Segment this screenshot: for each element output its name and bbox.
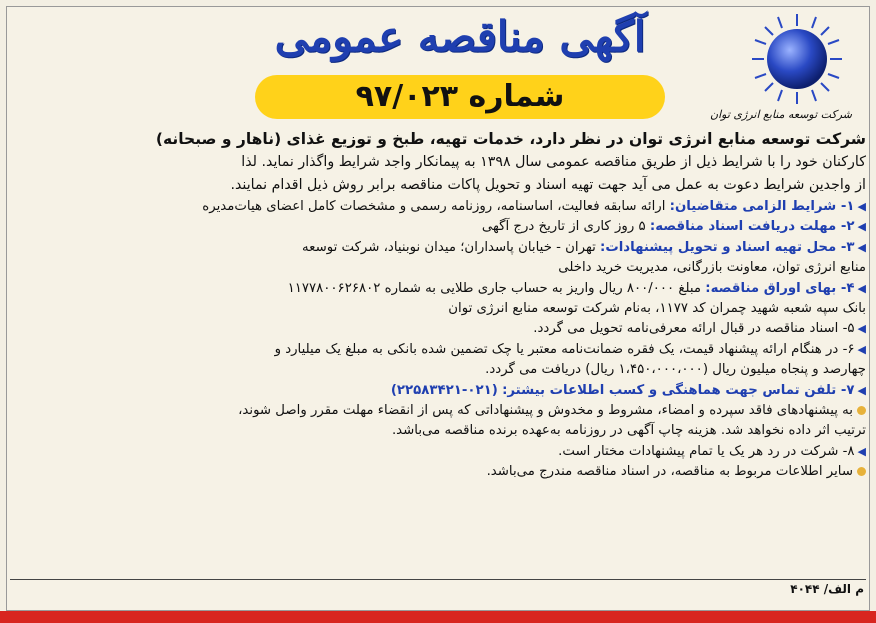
dot-bullet-icon: [857, 467, 866, 476]
company-logo: [710, 12, 852, 127]
note-2: [10, 442, 866, 462]
bottom-color-bar: [0, 611, 876, 623]
ad-title: آگهی مناقصه عمومی: [274, 12, 646, 61]
intro-line-2: کارکنان خود را با شرایط ذیل از طریق مناقصه عمومی سال ۱۳۹۸ به پیمانکار واجد شرایط واگذار نماید. لذا: [241, 154, 866, 170]
logo-caption: شرکت توسعه منابع انرژی توان: [710, 108, 852, 121]
note-3-text: سایر اطلاعات مربوط به مناقصه، در اسناد مناقصه مندرج می‌باشد.: [486, 464, 853, 480]
item-7-label: ۷- تلفن تماس جهت هماهنگی و کسب اطلاعات بیشتر:: [502, 382, 855, 398]
item-6-text: ۶- در هنگام ارائه پیشنهاد قیمت، یک فقره ضمانت‌نامه معتبر یا چک تضمین شده بانکی به مبلغ یک میلیارد و: [274, 341, 855, 357]
note-1-text: به پیشنهادهای فاقد سپرده و امضاء، مشروط و مخدوش و پیشنهاداتی که پس از انقضاء مهلت مقرر واصل شوند،: [238, 403, 853, 419]
item-1-label: ۱- شرایط الزامی متقاضیان:: [669, 199, 855, 214]
note-1-cont: ترتیب اثر داده نخواهد شد. هزینه چاپ آگهی در روزنامه به‌عهده برنده مناقصه می‌باشد.: [391, 423, 866, 439]
ad-body: [10, 128, 866, 580]
item-3: [10, 238, 866, 258]
item-4: [10, 279, 866, 299]
item-3-cont: منابع انرژی توان، معاونت بازرگانی، مدیریت خرید داخلی: [558, 260, 866, 276]
note-1: [10, 401, 866, 421]
item-4-cont: بانک سپه شعبه شهید چمران کد ۱۱۷۷، به‌نام شرکت توسعه منابع انرژی توان: [448, 301, 866, 317]
item-3-label: ۳- محل تهیه اسناد و تحویل پیشنهادات:: [600, 239, 855, 255]
item-5-text: ۵- اسناد مناقصه در قبال ارائه معرفی‌نامه تحویل می گردد.: [533, 321, 855, 337]
item-2: [10, 217, 866, 237]
triangle-bullet-icon: ◀: [857, 444, 866, 458]
item-4-text: مبلغ ۸۰۰/۰۰۰ ریال واریز به حساب جاری طلایی به شماره ۱۱۷۷۸۰۰۶۲۶۸۰۲: [287, 280, 702, 296]
item-3-text: تهران - خیابان پاسداران؛ میدان نوبنیاد، شرکت توسعه: [302, 239, 596, 255]
item-6-cont: چهارصد و پنجاه میلیون ریال (۱،۴۵۰،۰۰۰،۰۰۰ ریال) دریافت می گردد.: [485, 362, 866, 378]
item-2-label: ۲- مهلت دریافت اسناد مناقصه:: [649, 219, 855, 235]
item-7-phone: (۰۲۱-۲۲۵۸۳۴۲۱): [390, 382, 498, 398]
triangle-bullet-icon: ◀: [857, 322, 866, 336]
triangle-bullet-icon: ◀: [857, 342, 866, 356]
item-5: [10, 319, 866, 339]
triangle-bullet-icon: ◀: [857, 200, 866, 213]
triangle-bullet-icon: ◀: [857, 281, 866, 295]
triangle-bullet-icon: ◀: [857, 220, 866, 234]
dot-bullet-icon: [857, 406, 866, 415]
globe-logo-icon: [750, 12, 844, 106]
ad-code: م الف/ ۴۰۴۴: [790, 582, 864, 596]
item-7: [10, 381, 866, 401]
note-3: [10, 462, 866, 482]
tender-number-banner: شماره ۹۷/۰۲۳: [255, 75, 665, 119]
triangle-bullet-icon: ◀: [857, 383, 866, 397]
item-2-text: ۵ روز کاری از تاریخ درج آگهی: [481, 219, 646, 235]
item-1: [10, 197, 866, 217]
item-6: [10, 340, 866, 360]
item-4-label: ۴- بهای اوراق مناقصه:: [705, 280, 855, 296]
intro-line-1: شرکت توسعه منابع انرژی توان در نظر دارد، خدمات تهیه، طبخ و توزیع غذای (ناهار و صبحانه): [155, 130, 866, 148]
footer-divider: [10, 579, 866, 580]
triangle-bullet-icon: ◀: [857, 240, 866, 254]
item-1-text: ارائه سابقه فعالیت، اساسنامه، روزنامه رسمی و مشخصات کامل اعضای هیات‌مدیره: [202, 199, 666, 214]
note-2-text: ۸- شرکت در رد هر یک یا تمام پیشنهادات مختار است.: [558, 443, 855, 459]
intro-line-3: از واجدین شرایط دعوت به عمل می آید جهت تهیه اسناد و تحویل پاکات مناقصه برابر روش ذیل اقدام نمایند.: [230, 177, 866, 193]
